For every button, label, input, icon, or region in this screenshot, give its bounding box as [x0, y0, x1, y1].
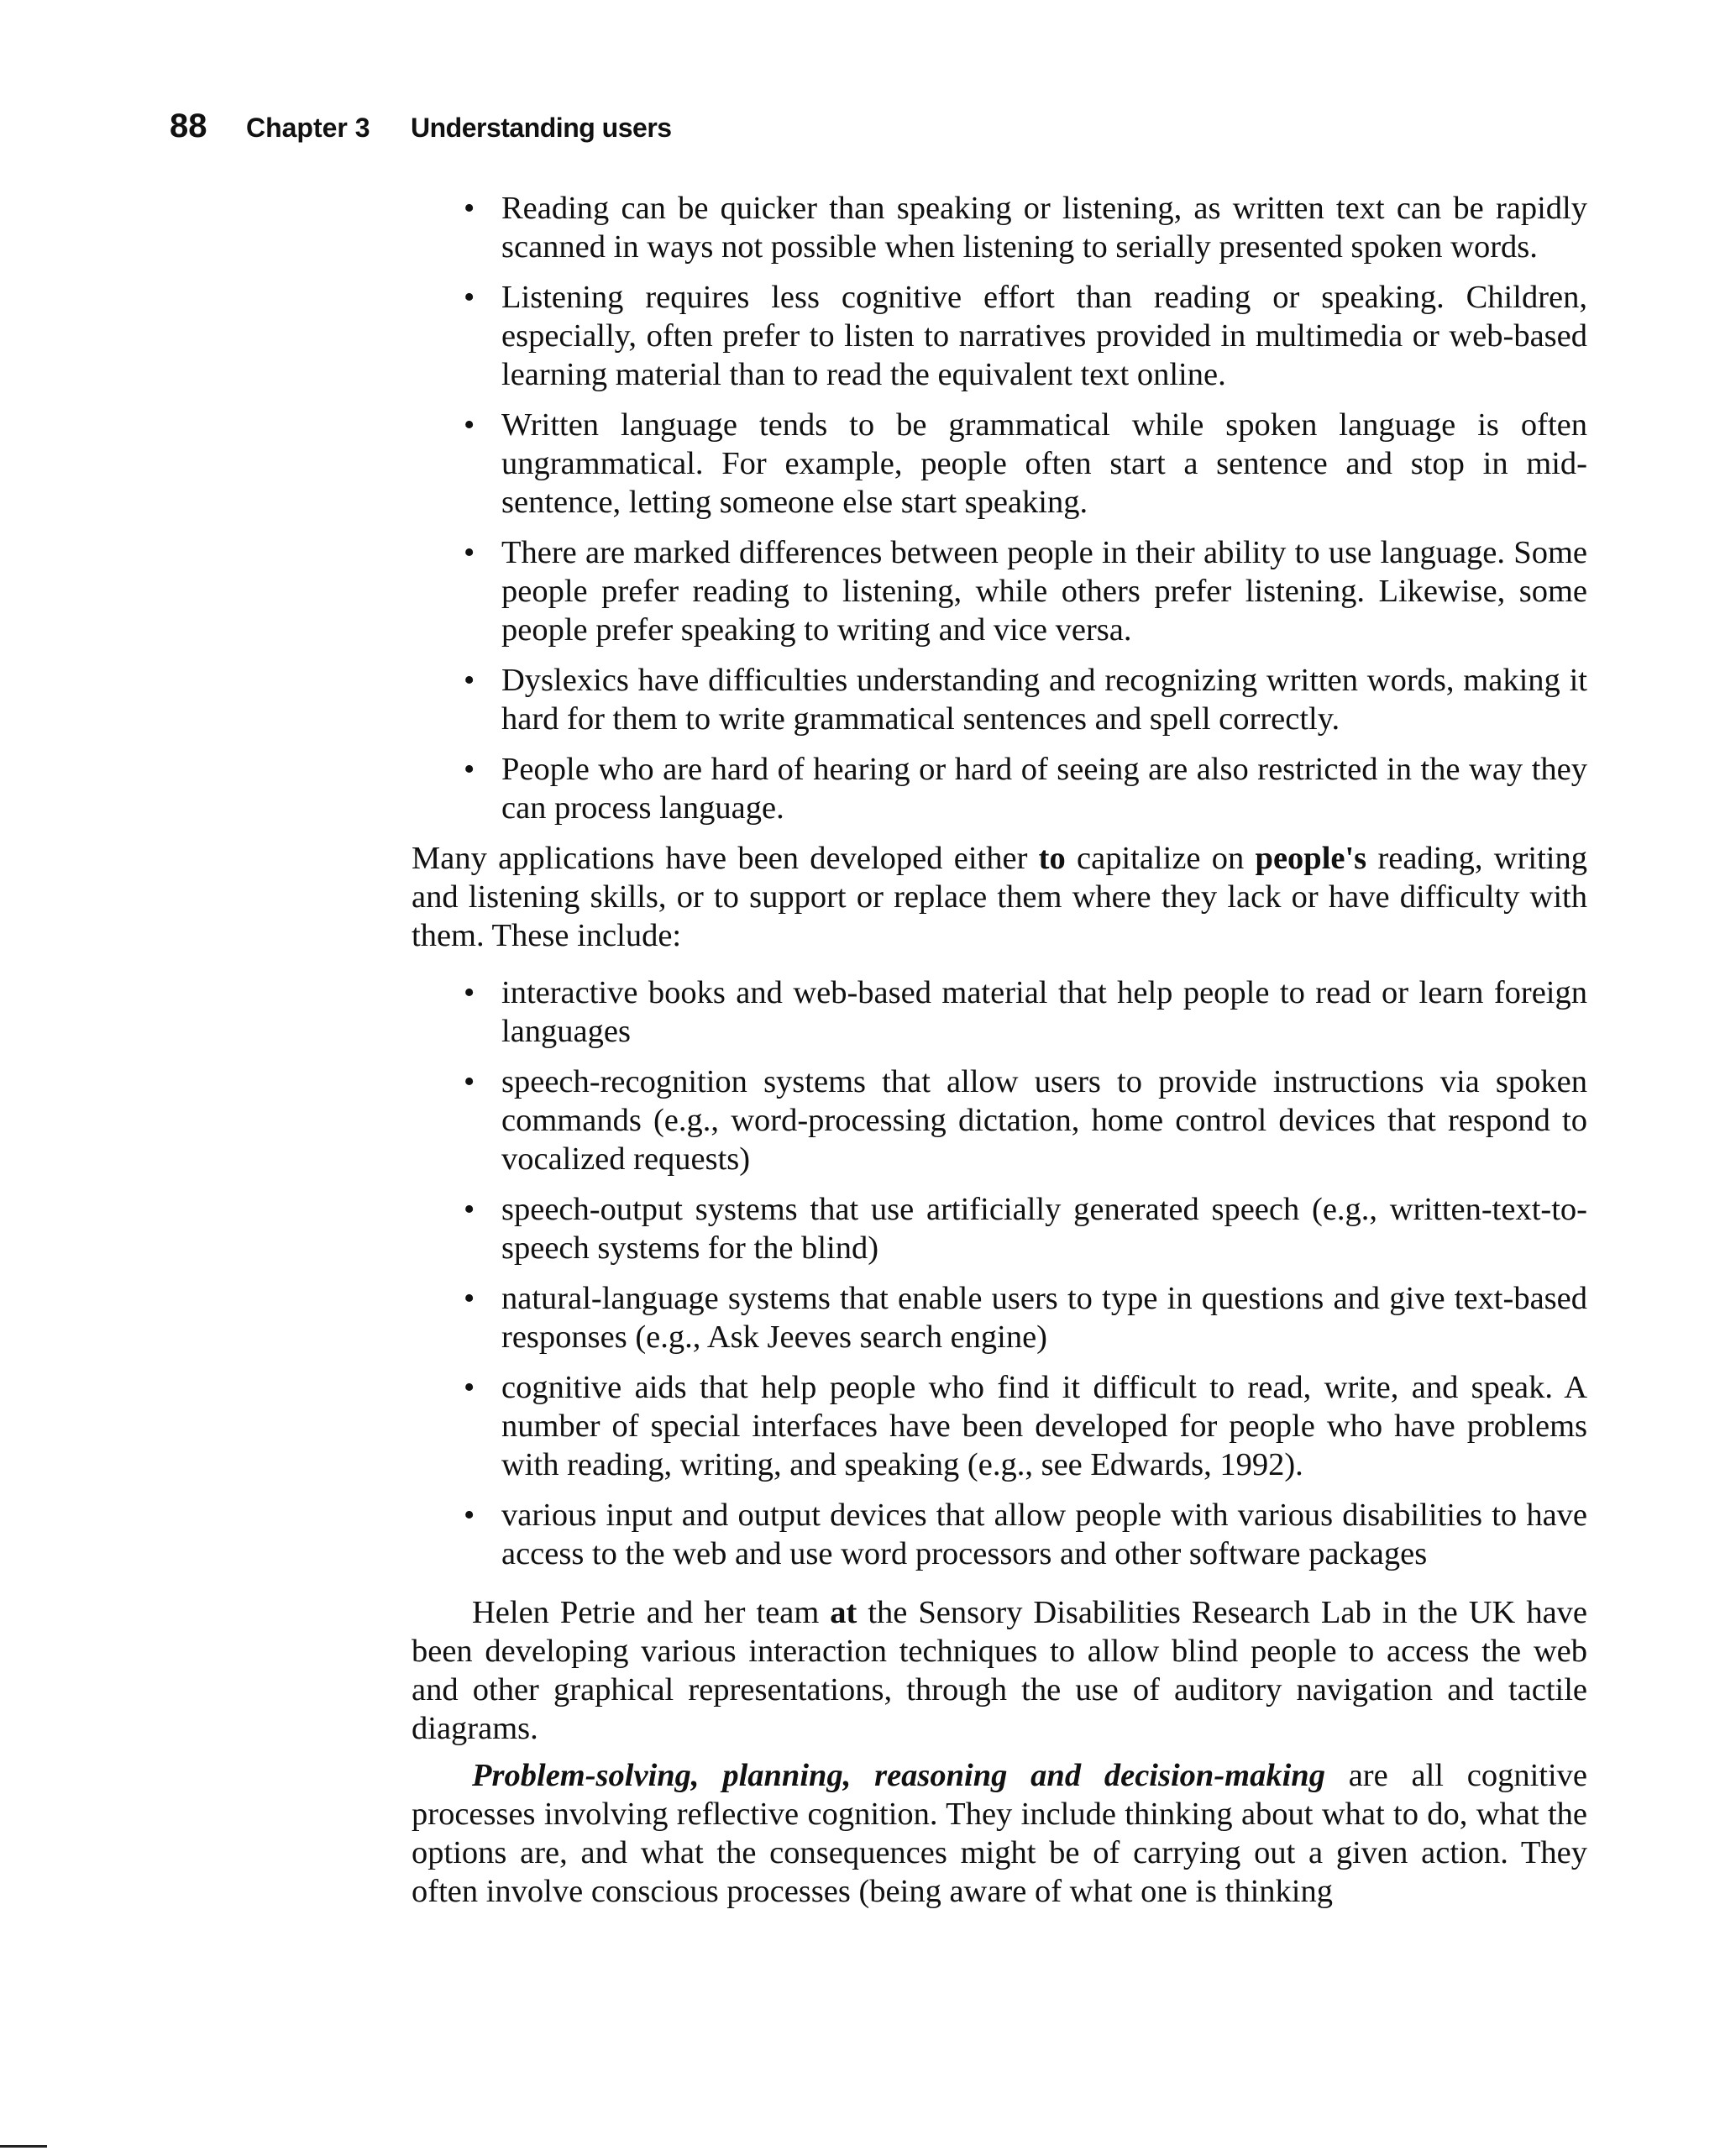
page-body	[412, 189, 1587, 1911]
language-differences-list	[412, 189, 1587, 827]
list-item: • interactive books and web-based material that help people to read or learn foreign languages	[501, 973, 1587, 1051]
list-item: • People who are hard of hearing or hard of seeing are also restricted in the way they can process language.	[501, 750, 1587, 827]
corner-rule	[0, 2145, 47, 2148]
list-item: • Dyslexics have difficulties understanding and recognizing written words, making it hard for them to write grammatical sentences and spell correctly.	[501, 661, 1587, 738]
list-item: • Reading can be quicker than speaking or listening, as written text can be rapidly scanned in ways not possible when listening to serially presented spoken words.	[501, 189, 1587, 266]
list-item: • There are marked differences between people in their ability to use language. Some people prefer reading to listening, while others prefer listening. Likewise, some people prefer speaking to writing and vice versa.	[501, 533, 1587, 649]
list-item: • Listening requires less cognitive effort than reading or speaking. Children, especially, often prefer to listen to narratives provided in multimedia or web-based learning material than to read the equivalent text online.	[501, 278, 1587, 394]
petrie-paragraph: Helen Petrie and her team at the Sensory Disabilities Research Lab in the UK have been developing various interaction techniques to allow blind people to access the web and other graphical representations, through the use of auditory navigation and tactile diagrams.	[412, 1595, 1587, 1746]
list-item: • speech-output systems that use artificially generated speech (e.g., written-text-to-speech systems for the blind)	[501, 1190, 1587, 1267]
applications-paragraph: Many applications have been developed either to capitalize on people's reading, writing and listening skills, or to support or replace them where they lack or have difficulty with them. These include:	[412, 841, 1587, 953]
chapter-title: Understanding users	[411, 113, 672, 143]
chapter-label: Chapter 3	[245, 113, 370, 143]
key-term: Problem-solving, planning, reasoning and decision-making	[472, 1758, 1325, 1793]
list-item: • natural-language systems that enable users to type in questions and give text-based responses (e.g., Ask Jeeves search engine)	[501, 1279, 1587, 1356]
page-number: 88	[170, 108, 207, 144]
running-head	[170, 108, 672, 145]
problem-solving-paragraph: Problem-solving, planning, reasoning and decision-making are all cognitive processes involving reflective cognition. They include thinking about what to do, what the options are, and what the consequences might be of carrying out a given action. They often involve conscious processes (being aware of what one is thinking	[412, 1758, 1587, 1909]
list-item: • Written language tends to be grammatical while spoken language is often ungrammatical. For example, people often start a sentence and stop in mid-sentence, letting someone else start speaking.	[501, 406, 1587, 522]
list-item: • various input and output devices that allow people with various disabilities to have access to the web and use word processors and other software packages	[501, 1496, 1587, 1573]
applications-list	[412, 973, 1587, 1573]
list-item: • cognitive aids that help people who find it difficult to read, write, and speak. A number of special interfaces have been developed for people who have problems with reading, writing, and speaking (e.g., see Edwards, 1992).	[501, 1368, 1587, 1484]
list-item: • speech-recognition systems that allow users to provide instructions via spoken commands (e.g., word-processing dictation, home control devices that respond to vocalized requests)	[501, 1062, 1587, 1178]
